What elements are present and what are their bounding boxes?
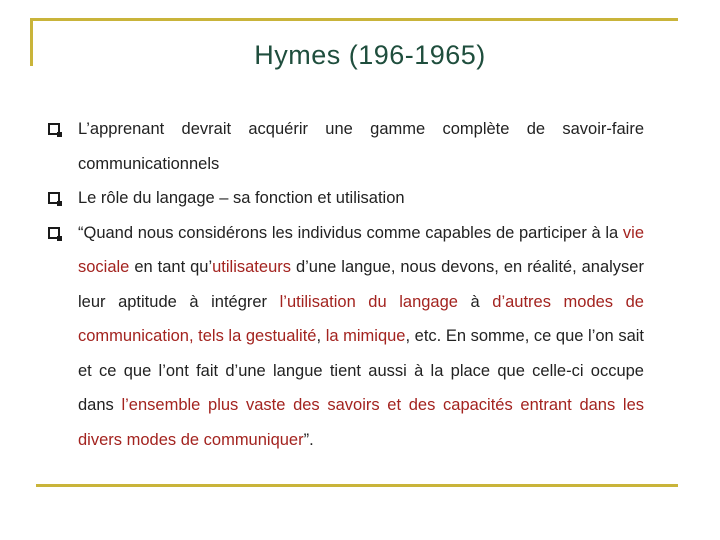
frame-top-border [30,18,678,21]
bullet-item-1 [48,112,644,181]
frame-bottom-border [36,484,678,487]
bullet-item-2 [48,181,644,216]
quote-highlight-2: utilisateurs [212,258,291,276]
quote-part-3: d’une langue, nous devons, en réalité, analyser leur aptitude à intégrer [78,258,644,311]
quote-text [78,224,644,449]
bullet-item-quote [48,216,644,458]
bullet-text-2: Le rôle du langage – sa fonction et utilisation [78,189,405,207]
bullet-text-1: L’apprenant devrait acquérir une gamme complète de savoir-faire communicationnels [78,120,644,173]
quote-highlight-6: l’ensemble plus vaste des savoirs et des capacités entrant dans les divers modes de communiquer [78,396,644,449]
quote-part-6: , etc. En somme, ce que l’on sait et ce que l’ont fait d’une langue tient aussi à la place que celle-ci occupe dans [78,327,645,414]
square-checkbox-bullet-icon [48,123,60,135]
square-checkbox-bullet-icon [48,192,60,204]
quote-part-5: , [316,327,326,345]
quote-highlight-1: vie sociale [78,223,644,276]
square-checkbox-bullet-icon [48,227,60,239]
slide-title: Hymes (196-1965) [254,40,486,70]
quote-highlight-5: la mimique [325,327,406,345]
quote-part-7: ”. [303,430,314,449]
quote-part-2: en tant qu’ [129,258,213,276]
slide-content [48,112,644,457]
quote-highlight-4: d’autres modes de communication, tels la gestualité [78,292,644,345]
quote-highlight-3: l’utilisation du langage [279,292,458,311]
quote-part-4: à [457,292,493,311]
quote-part-1: “Quand nous considérons les individus comme capables de participer à la [78,223,623,242]
